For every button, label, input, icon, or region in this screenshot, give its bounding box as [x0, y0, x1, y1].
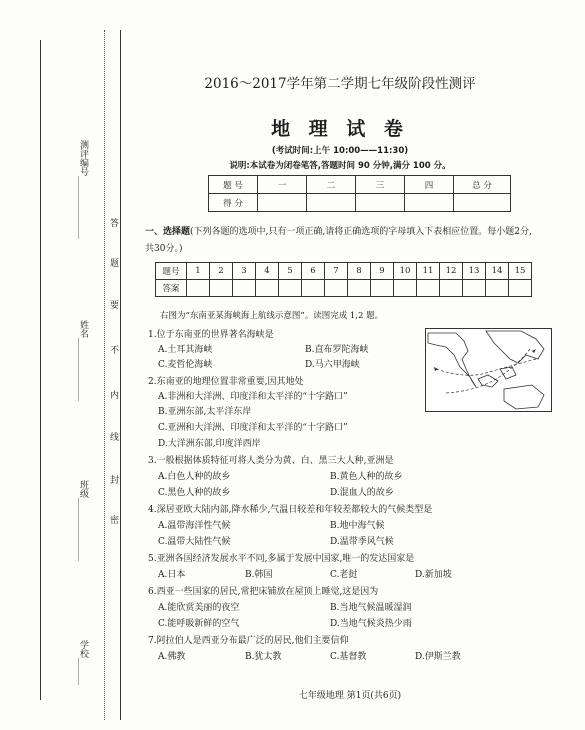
answer-header-label: 题号: [156, 263, 187, 280]
answer-cell[interactable]: [371, 280, 394, 297]
score-row-label: 得 分: [209, 194, 258, 212]
answer-number: 13: [463, 263, 486, 280]
seal-char: 要: [108, 300, 118, 309]
question-stem: 1.位于东南亚的世界著名海峡是: [148, 330, 274, 340]
question-option: D.伊斯兰教: [415, 652, 461, 662]
question-stem: 3.一般根据体质特征可将人类分为黄、白、黑三大人种,亚洲是: [148, 456, 394, 466]
answer-cell[interactable]: [233, 280, 256, 297]
question-option: C.能呼吸新鲜的空气: [158, 619, 240, 629]
question-stem: 6.西亚一些国家的居民,常把床铺放在屋顶上睡觉,这是因为: [148, 587, 379, 597]
question-option: B.韩国: [245, 570, 273, 580]
question-option: B.直布罗陀海峡: [305, 345, 369, 355]
question-option: D.大洋洲东部,印度洋西岸: [158, 439, 261, 449]
field-school: 学校______: [78, 640, 88, 685]
answer-cell[interactable]: [325, 280, 348, 297]
answer-cell[interactable]: [256, 280, 279, 297]
answer-cell[interactable]: [348, 280, 371, 297]
question-option: A.土耳其海峡: [158, 345, 213, 355]
answer-number: 10: [394, 263, 417, 280]
seal-char: 密: [108, 515, 118, 524]
score-cell[interactable]: [258, 194, 307, 212]
question-option: D.马六甲海峡: [305, 360, 360, 370]
field-exam-id: 测评编号______________: [78, 140, 88, 239]
strait-map-figure: [425, 328, 552, 412]
answer-cell[interactable]: [486, 280, 509, 297]
score-cell[interactable]: [454, 194, 511, 212]
question-option: D.温带季风气候: [330, 537, 394, 547]
answer-number: 4: [256, 263, 279, 280]
page-footer: 七年级地理 第1页(共6页): [298, 691, 402, 701]
strait-map-svg: [426, 329, 551, 411]
answer-number: 8: [348, 263, 371, 280]
score-table: [208, 175, 511, 212]
seal-char: 答: [108, 218, 118, 227]
answer-table: [155, 262, 532, 297]
question-option: A.温带海洋性气候: [158, 521, 231, 531]
seal-char: 线: [108, 432, 118, 441]
score-header-cell: 四: [405, 176, 454, 194]
answer-number: 6: [302, 263, 325, 280]
seal-char: 不: [108, 345, 118, 354]
field-class: 班级______________: [78, 480, 88, 561]
question-option: B.亚洲东部,太平洋东岸: [158, 407, 252, 417]
question-option: A.能欣赏美丽的夜空: [158, 603, 240, 613]
exam-subject: 地 理 试 卷: [271, 118, 409, 140]
question-stem: 7.阿拉伯人是西亚分布最广泛的居民,他们主要信仰: [148, 636, 349, 646]
score-header-cell: 题 号: [209, 176, 258, 194]
question-option: A.非洲和大洋洲、印度洋和太平洋的“十字路口”: [158, 392, 348, 402]
section-instruction: 一、选择题(下列各题的选项中,只有一项正确,请将正确选项的字母填入下表相应位置。每小题2分,共30分。): [145, 227, 532, 254]
question-option: B.当地气候温暖湿润: [330, 603, 412, 613]
binding-line-outer: [40, 40, 41, 700]
question-option: A.白色人种的故乡: [158, 472, 231, 482]
question-stem: 4.深居亚欧大陆内部,降水稀少,气温日较差和年较差都较大的气候类型是: [148, 505, 433, 515]
answer-cell[interactable]: [440, 280, 463, 297]
answer-number: 3: [233, 263, 256, 280]
exam-title: 2016～2017学年第二学期七年级阶段性测评: [204, 76, 476, 92]
question-option: C.亚洲和大洋洲、印度洋和太平洋的“十字路口”: [158, 423, 348, 433]
score-header-cell: 三: [356, 176, 405, 194]
answer-number: 2: [210, 263, 233, 280]
score-header-cell: 一: [258, 176, 307, 194]
map-intro: 右图为“东南亚某海峡海上航线示意图”。读图完成 1,2 题。: [160, 311, 384, 321]
answer-number: 11: [417, 263, 440, 280]
score-cell[interactable]: [356, 194, 405, 212]
answer-number: 15: [509, 263, 532, 280]
question-option: A.日本: [158, 570, 186, 580]
exam-time: (考试时间:上午 10:00——11:30): [271, 146, 409, 156]
question-option: D.当地气候炎热少雨: [330, 619, 412, 629]
answer-number: 9: [371, 263, 394, 280]
question-option: C.黑色人种的故乡: [158, 488, 231, 498]
answer-number: 1: [187, 263, 210, 280]
answer-cell[interactable]: [463, 280, 486, 297]
answer-number: 7: [325, 263, 348, 280]
question-option: B.地中海气候: [330, 521, 385, 531]
answer-number: 12: [440, 263, 463, 280]
score-header-cell: 二: [307, 176, 356, 194]
score-cell[interactable]: [307, 194, 356, 212]
score-cell[interactable]: [405, 194, 454, 212]
field-name: 姓名______________: [78, 320, 88, 401]
question-option: C.基督教: [330, 652, 367, 662]
binding-line-inner: [120, 30, 121, 720]
question-option: C.麦哲伦海峡: [158, 360, 213, 370]
question-option: B.犹太教: [245, 652, 282, 662]
binding-dotted-line: [104, 30, 105, 720]
answer-cell[interactable]: [417, 280, 440, 297]
seal-char: 题: [108, 258, 118, 267]
answer-cell[interactable]: [302, 280, 325, 297]
answer-cell[interactable]: [210, 280, 233, 297]
answer-cell[interactable]: [394, 280, 417, 297]
question-stem: 5.亚洲各国经济发展水平不同,多属于发展中国家,唯一的发达国家是: [148, 554, 415, 564]
answer-cell[interactable]: [509, 280, 532, 297]
question-option: B.黄色人种的故乡: [330, 472, 403, 482]
question-option: D.混血人的故乡: [330, 488, 394, 498]
question-option: D.新加坡: [415, 570, 452, 580]
seal-char: 封: [108, 475, 118, 484]
answer-number: 14: [486, 263, 509, 280]
question-stem: 2.东南亚的地理位置非常重要,因其地处: [148, 377, 304, 387]
seal-char: 内: [108, 390, 118, 399]
question-option: C.温带大陆性气候: [158, 537, 231, 547]
answer-number: 5: [279, 263, 302, 280]
question-option: C.老挝: [330, 570, 358, 580]
answer-cell[interactable]: [279, 280, 302, 297]
score-header-cell: 总 分: [454, 176, 511, 194]
answer-cell[interactable]: [187, 280, 210, 297]
question-option: A.佛教: [158, 652, 186, 662]
exam-note: 说明:本试卷为闭卷笔答,答题时间 90 分钟,满分 100 分。: [229, 161, 451, 171]
answer-row-label: 答案: [156, 280, 187, 297]
